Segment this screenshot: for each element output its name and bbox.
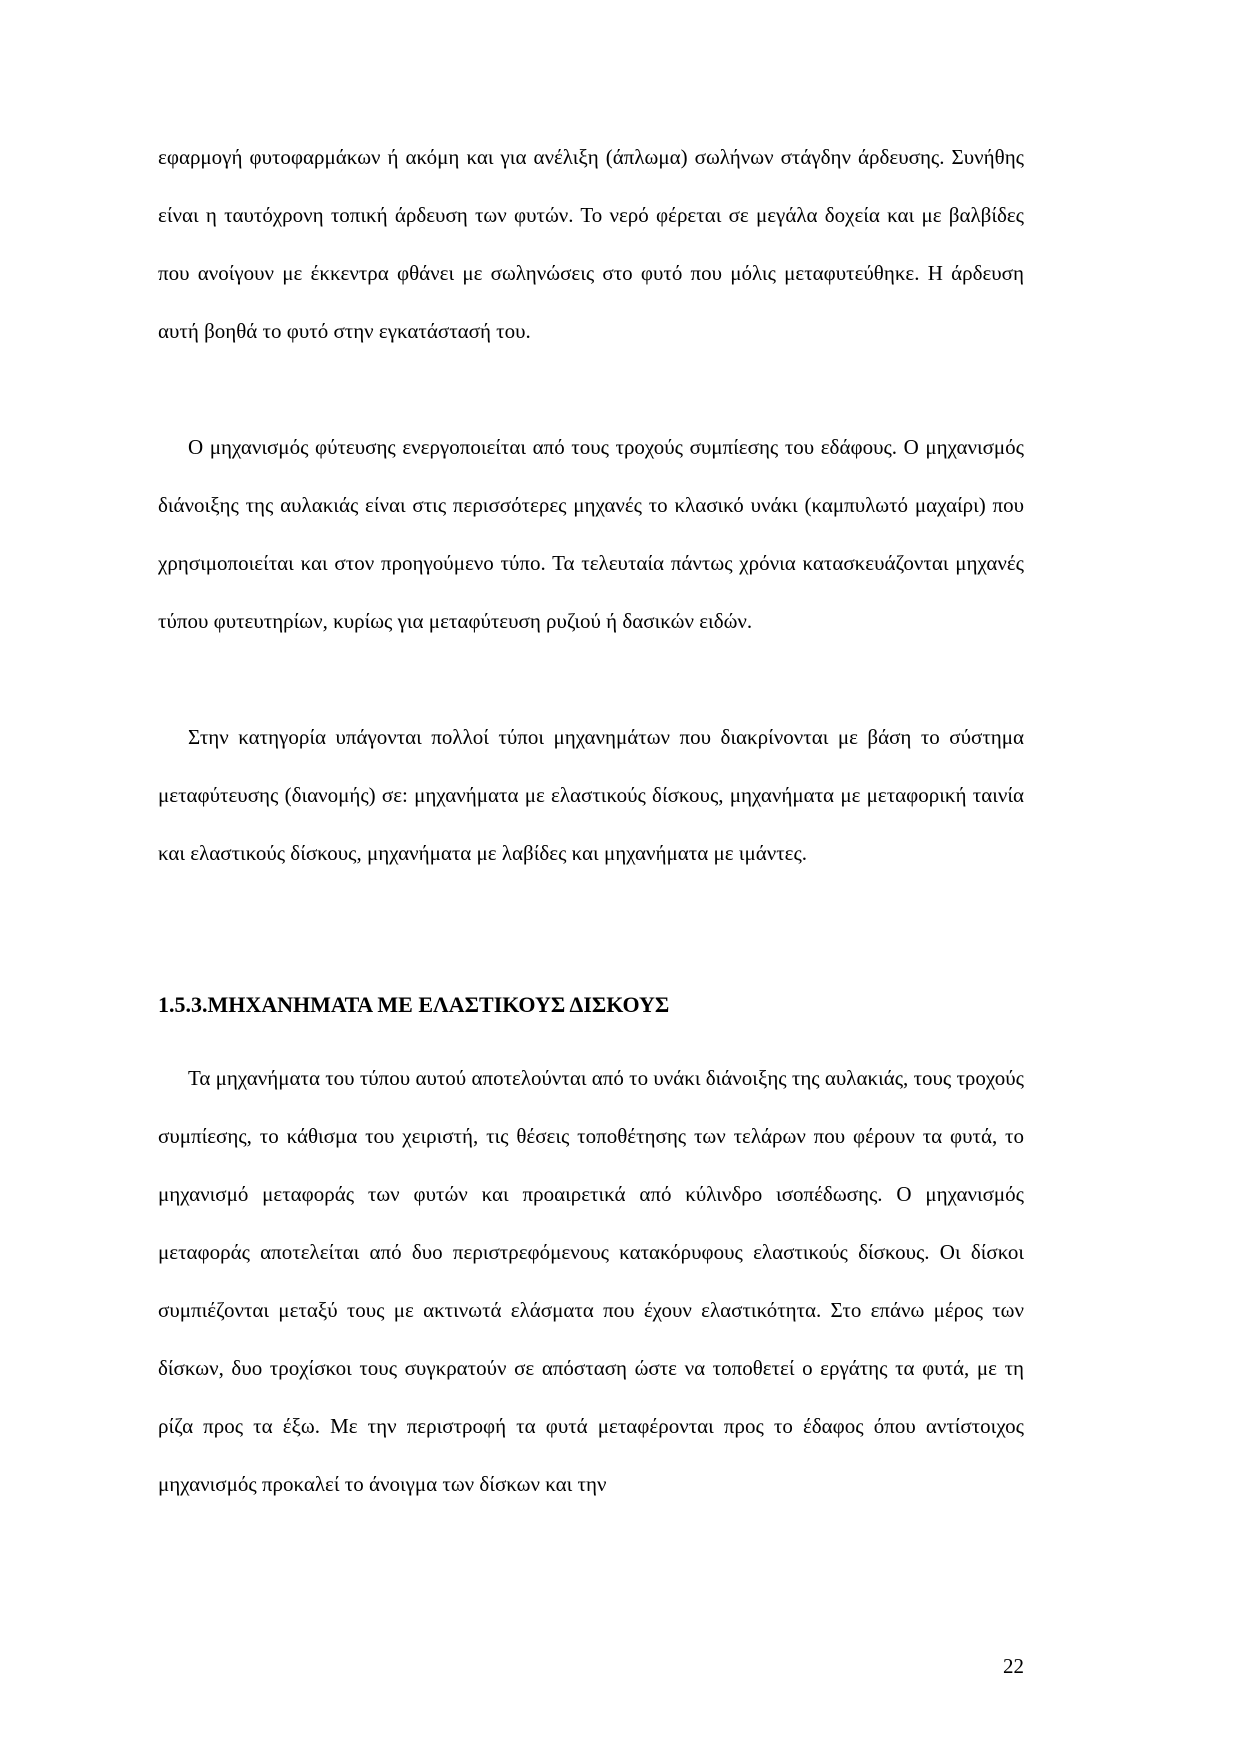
paragraph-irrigation: εφαρμογή φυτοφαρμάκων ή ακόμη και για ανέλιξη (άπλωμα) σωλήνων στάγδην άρδευσης. Συνήθης είναι η ταυτόχρονη τοπική άρδευση των φυτών. Το νερό φέρεται σε μεγάλα δοχεία και με βαλβίδες που ανοίγουν με έκκεντρα φθάνει με σωληνώσεις στο φυτό που μόλις μεταφυτεύθηκε. Η άρδευση αυτή βοηθά το φυτό στην εγκατάστασή του. <box>158 145 1024 343</box>
paragraph-planting-mechanism: Ο μηχανισμός φύτευσης ενεργοποιείται από τους τροχούς συμπίεσης του εδάφους. Ο μηχανισμός διάνοιξης της αυλακιάς είναι στις περισσότερες μηχανές το κλασικό υνάκι (καμπυλωτό μαχαίρι) που χρησιμοποιείται και στον προηγούμενο τύπο. Τα τελευταία πάντως χρόνια κατασκευάζονται μηχανές τύπου φυτευτηρίων, κυρίως για μεταφύτευση ρυζιού ή δασικών ειδών. <box>158 435 1024 633</box>
section-heading: 1.5.3.ΜΗΧΑΝΗΜΑΤΑ ΜΕ ΕΛΑΣΤΙΚΟΥΣ ΔΙΣΚΟΥΣ <box>158 992 670 1017</box>
paragraph-elastic-discs: Τα μηχανήματα του τύπου αυτού αποτελούνται από το υνάκι διάνοιξης της αυλακιάς, τους τροχούς συμπίεσης, το κάθισμα του χειριστή, τις θέσεις τοποθέτησης των τελάρων που φέρουν τα φυτά, το μηχανισμό μεταφοράς των φυτών και προαιρετικά από κύλινδρο ισοπέδωσης. Ο μηχανισμός μεταφοράς αποτελείται από δυο περιστρεφόμενους κατακόρυφους ελαστικούς δίσκους. Οι δίσκοι συμπιέζονται μεταξύ τους με ακτινωτά ελάσματα που έχουν ελαστικότητα. Στο επάνω μέρος των δίσκων, δυο τροχίσκοι τους συγκρατούν σε απόσταση ώστε να τοποθετεί ο εργάτης τα φυτά, με τη ρίζα προς τα έξω. Με την περιστροφή τα φυτά μεταφέρονται προς το έδαφος όπου αντίστοιχος μηχανισμός προκαλεί το άνοιγμα των δίσκων και την <box>158 1066 1024 1496</box>
page-number: 22 <box>1003 1654 1024 1678</box>
paragraph-machine-categories: Στην κατηγορία υπάγονται πολλοί τύποι μηχανημάτων που διακρίνονται με βάση το σύστημα μεταφύτευσης (διανομής) σε: μηχανήματα με ελαστικούς δίσκους, μηχανήματα με μεταφορική ταινία και ελαστικούς δίσκους, μηχανήματα με λαβίδες και μηχανήματα με ιμάντες. <box>158 725 1024 865</box>
